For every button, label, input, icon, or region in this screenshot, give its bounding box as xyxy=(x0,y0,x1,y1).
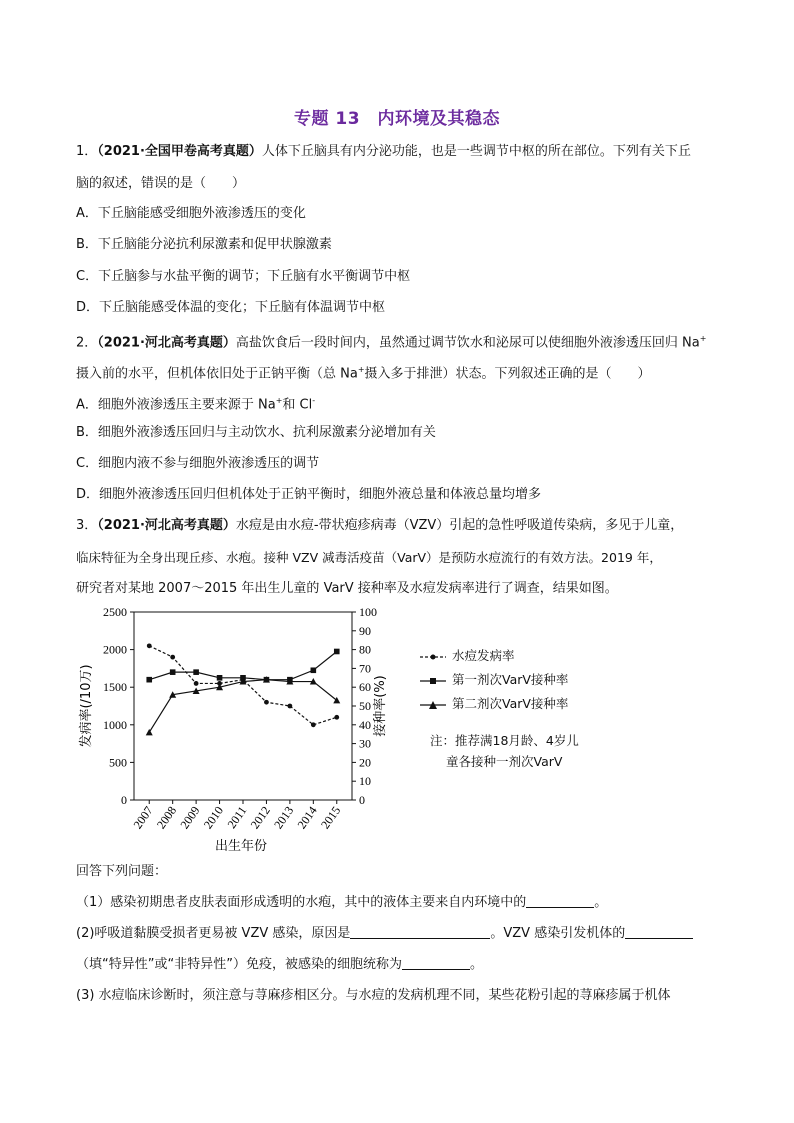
q3-stem-line3: 研究者对某地 2007～2015 年出生儿童的 VarV 接种率及水痘发病率进行了调查，结果如图。 xyxy=(76,581,618,596)
right-axis-tick-label: 100 xyxy=(359,605,377,619)
x-axis-label: 出生年份 xyxy=(214,839,268,854)
series-line-0 xyxy=(149,646,337,725)
q3-number: 3． xyxy=(76,518,98,533)
q2-option-d: D．细胞外液渗透压回归但机体处于正钠平衡时，细胞外液总量和体液总量均增多 xyxy=(76,487,542,502)
answer-blank-4[interactable] xyxy=(402,955,470,970)
q1-stem-line1 xyxy=(76,142,726,162)
data-point-first-dose xyxy=(146,677,152,683)
q2-number: 2． xyxy=(76,335,98,351)
q2-stem-line2-part-a: 摄入前的水平，但机体依旧处于正钠平衡（总 Na xyxy=(76,366,358,382)
q2-stem-line2-part-b: 摄入多于排泄）状态。下列叙述正确的是（ ） xyxy=(364,366,651,382)
q3-sub3: (3) 水痘临床诊断时，须注意与荨麻疹相区分。与水痘的发病机理不同，某些花粉引起的荨麻疹属于机体 xyxy=(76,988,671,1003)
right-axis-tick-label: 70 xyxy=(359,661,371,676)
left-axis-tick-label: 2000 xyxy=(103,642,127,657)
legend-item-second-dose xyxy=(420,694,568,712)
data-point-incidence xyxy=(264,700,269,705)
q2-option-a-part2: 和 Cl xyxy=(282,397,313,413)
legend-label-first-dose: 第一剂次VarV接种率 xyxy=(452,672,569,687)
answer-intro: 回答下列问题： xyxy=(76,864,168,879)
q1-stem-line2: 脑的叙述，错误的是（ ） xyxy=(76,176,246,191)
right-axis-tick-label: 90 xyxy=(359,623,371,638)
left-axis-tick-label: 2500 xyxy=(103,605,127,619)
right-axis-label: 接种率(%) xyxy=(373,675,388,737)
x-axis-tick-label: 2015 xyxy=(317,803,344,832)
legend-item-incidence xyxy=(420,646,515,664)
q1-option-d: D．下丘脑能感受体温的变化；下丘脑有体温调节中枢 xyxy=(76,300,386,315)
q2-option-a-part1: A．细胞外液渗透压主要来源于 Na xyxy=(76,397,276,413)
x-axis-tick-label: 2008 xyxy=(153,803,180,832)
q1-option-a: A．下丘脑能感受细胞外液渗透压的变化 xyxy=(76,206,306,221)
left-axis-tick-label: 500 xyxy=(109,755,127,770)
right-axis-tick-label: 30 xyxy=(359,736,371,751)
data-point-incidence xyxy=(147,643,152,648)
q2-option-b: B．细胞外液渗透压回归与主动饮水、抗利尿激素分泌增加有关 xyxy=(76,425,436,440)
q1-option-c: C．下丘脑参与水盐平衡的调节；下丘脑有水平衡调节中枢 xyxy=(76,269,411,284)
superscript: + xyxy=(275,396,283,405)
q3-sub1-text: （1）感染初期患者皮肤表面形成透明的水疱，其中的液体主要来自内环境中的 xyxy=(76,895,527,910)
legend-square-marker-icon xyxy=(420,676,446,686)
right-axis-tick-label: 20 xyxy=(359,755,371,770)
x-axis-tick-label: 2011 xyxy=(224,803,250,832)
vaccination-incidence-chart xyxy=(76,600,388,860)
data-point-second-dose xyxy=(146,729,153,736)
data-point-incidence xyxy=(311,722,316,727)
q2-option-a xyxy=(76,391,726,415)
q3-sub2-text-b: 。VZV 感染引发机体的 xyxy=(490,926,626,941)
q2-stem-line2 xyxy=(76,360,726,384)
q1-option-b: B．下丘脑能分泌抗利尿激素和促甲状腺激素 xyxy=(76,237,332,252)
q3-sub1 xyxy=(76,893,726,913)
x-axis-tick-label: 2014 xyxy=(294,803,320,832)
x-axis-tick-label: 2012 xyxy=(247,803,273,832)
legend-label-second-dose: 第二剂次VarV接种率 xyxy=(452,696,569,711)
x-axis-tick-label: 2009 xyxy=(177,803,203,832)
chart-note-line2: 童各接种一剂次VarV xyxy=(446,754,563,769)
x-axis-tick-label: 2010 xyxy=(200,803,227,832)
q2-stem-text: 高盐饮食后一段时间内，虽然通过调节饮水和泌尿可以使细胞外液渗透压回归 Na xyxy=(235,335,700,351)
q3-sub2-text-c: （填“特异性”或“非特异性”）免疫，被感染的细胞统称为 xyxy=(76,957,402,972)
data-point-first-dose xyxy=(217,675,223,681)
q2-source: （2021·河北高考真题） xyxy=(97,335,236,351)
data-point-first-dose xyxy=(193,669,199,675)
legend-dashed-dot-marker-icon xyxy=(420,652,446,662)
right-axis-tick-label: 60 xyxy=(359,680,371,695)
left-axis-tick-label: 1000 xyxy=(103,717,127,732)
q3-stem-text: 水痘是由水痘-带状疱疹病毒（VZV）引起的急性呼吸道传染病，多见于儿童， xyxy=(235,518,684,533)
superscript: - xyxy=(312,396,316,405)
q3-sub2-text-a: (2)呼吸道黏膜受损者更易被 VZV 感染，原因是 xyxy=(76,926,351,941)
data-point-first-dose xyxy=(334,649,340,655)
right-axis-tick-label: 0 xyxy=(359,793,365,807)
q3-sub2-end: 。 xyxy=(469,957,483,972)
data-point-incidence xyxy=(170,655,175,660)
q3-sub2-line2 xyxy=(76,955,726,975)
q3-stem-line1 xyxy=(76,516,726,536)
answer-blank-2[interactable] xyxy=(350,924,490,939)
superscript: + xyxy=(699,334,707,343)
left-axis-tick-label: 1500 xyxy=(103,680,127,695)
right-axis-tick-label: 40 xyxy=(359,717,371,732)
data-point-first-dose xyxy=(170,669,176,675)
answer-blank-1[interactable] xyxy=(526,893,594,908)
data-point-first-dose xyxy=(311,667,317,673)
chart-note-line1: 注：推荐满18月龄、4岁儿 xyxy=(430,733,579,748)
q1-source: （2021·全国甲卷高考真题） xyxy=(97,144,262,159)
left-axis-tick-label: 0 xyxy=(121,793,127,807)
series-line-2 xyxy=(149,680,337,733)
answer-blank-3[interactable] xyxy=(625,924,693,939)
q3-source: （2021·河北高考真题） xyxy=(97,518,236,533)
x-axis-tick-label: 2013 xyxy=(271,803,297,832)
q1-stem-text: 人体下丘脑具有内分泌功能，也是一些调节中枢的所在部位。下列有关下丘 xyxy=(261,144,691,159)
data-point-incidence xyxy=(334,715,339,720)
q2-stem-line1 xyxy=(76,329,726,353)
page-title: 专题 13 内环境及其稳态 xyxy=(293,109,501,129)
data-point-incidence xyxy=(287,704,292,709)
right-axis-tick-label: 10 xyxy=(359,774,371,789)
q3-sub2-line1 xyxy=(76,924,726,944)
x-axis-tick-label: 2007 xyxy=(130,803,156,832)
right-axis-tick-label: 80 xyxy=(359,642,371,657)
superscript: + xyxy=(357,365,365,374)
right-axis-tick-label: 50 xyxy=(359,699,371,713)
legend-label-incidence: 水痘发病率 xyxy=(452,648,515,663)
plot-frame xyxy=(134,612,352,800)
data-point-incidence xyxy=(194,681,199,686)
legend-item-first-dose xyxy=(420,670,568,688)
q2-option-c: C．细胞内液不参与细胞外液渗透压的调节 xyxy=(76,456,320,471)
q3-stem-line2: 临床特征为全身出现丘疹、水疱。接种 VZV 减毒活疫苗（VarV）是预防水痘流行的有效方法。2019 年， xyxy=(76,550,662,565)
legend-triangle-marker-icon xyxy=(420,700,446,710)
q1-number: 1． xyxy=(76,144,98,159)
left-axis-label: 发病率(/10万) xyxy=(79,664,94,748)
q3-sub1-end: 。 xyxy=(594,895,608,910)
